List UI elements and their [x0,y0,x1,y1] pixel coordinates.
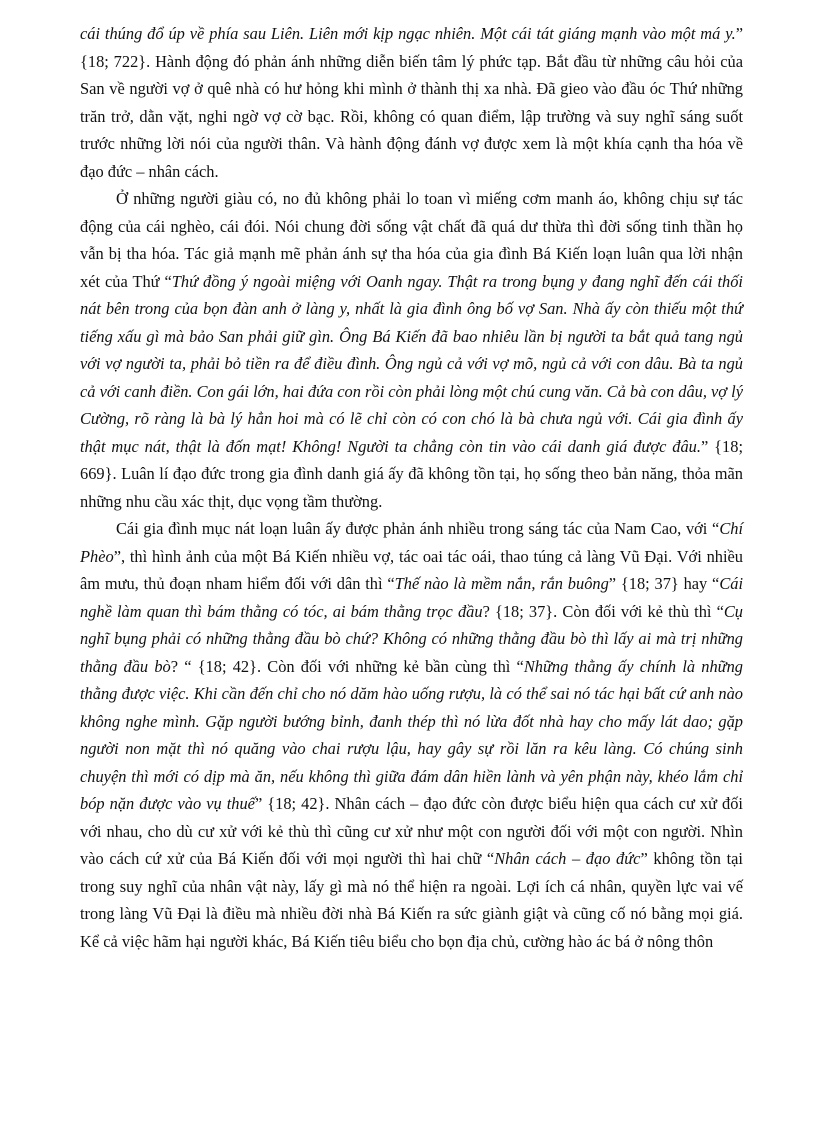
body-text: Cái gia đình mục nát loạn luân ấy được phản ánh nhiều trong sáng tác của Nam Cao, với “ [116,519,720,538]
quote-text: Cái nghề làm quan thì bám thằng có tóc, ai bám thằng trọc đầu [80,574,744,621]
paragraph-3 [80,515,743,955]
body-text: ” {18; 37} hay “ [608,574,720,593]
body-text: ? {18; 37}. Còn đối với kẻ thù thì “ [482,601,724,621]
quote-text: Nhân cách – đạo đức [494,849,641,868]
quote-text: Thứ đồng ý ngoài miệng với Oanh ngay. Thật ra trong bụng y đang nghĩ đến cái thối nát bên trong của bọn đàn anh ở làng y, nhất là gia đình ông bố vợ San. Nhà ấy còn thiếu một thứ tiếng xấu gì mà bảo San phải giữ gìn. Ông Bá Kiến đã bao nhiêu lần bị người ta bắt quả tang ngủ với vợ người ta, phải bỏ tiền ra để điều đình. Ông ngủ cả với vợ mõ, ngủ cả với con dâu. Bà ta ngủ cả với canh điền. Con gái lớn, hai đứa con rồi còn phải lòng một chú cung văn. Cả bà con dâu, vợ lý Cường, rõ ràng là bà lý hẳn hoi mà có lẽ chỉ còn có con chó là bà chưa ngủ với. Cái gia đình ấy thật mục nát, thật là đốn mạt! Không! Người ta chẳng còn tin vào cái danh giá được đâu. [80,271,743,456]
body-text: ” {18; 669}. Luân lí đạo đức trong gia đình danh giá ấy đã không tồn tại, họ sống theo bản năng, thỏa mãn những nhu cầu xác thịt, dục vọng tầm thường. [80,436,743,511]
body-text: ” {18; 42}. Nhân cách – đạo đức còn được biểu hiện qua cách cư xử đối với nhau, cho dù cư xử với kẻ thù thì cũng cư xử như một con người đối với một con người. Nhìn vào cách cứ xử của Bá Kiến đối với mọi người thì hai chữ “ [80,794,743,868]
body-text: ? “ {18; 42}. Còn đối với những kẻ bần cùng thì “ [170,656,524,676]
body-text: ”, thì hình ảnh của một Bá Kiến nhiều vợ, tác oai tác oái, thao túng cả làng Vũ Đại. Với nhiều âm mưu, thủ đoạn nham hiểm đối với dân thì “ [80,546,743,593]
body-text: Ở những người giàu có, no đủ không phải lo toan vì miếng cơm manh áo, không chịu sự tác động của cái nghèo, cái đói. Nói chung đời sống vật chất đã quá dư thừa thì đời sống tinh thần họ vẫn bị tha hóa. Tác giả mạnh mẽ phản ánh sự tha hóa của gia đình Bá Kiến loạn luân qua lời nhận xét của Thứ “ [80,189,743,291]
quote-text: Chí Phèo [80,519,743,566]
quote-text: Cụ nghĩ bụng phải có những thằng đầu bò chứ? Không có những thằng đầu bò thì lấy ai mà trị những thằng đầu bò [80,601,743,676]
body-text: ” {18; 722}. Hành động đó phản ánh những diễn biến tâm lý phức tạp. Bắt đầu từ những câu hỏi của San về người vợ ở quê nhà có hư hỏng khi mình ở thành thị xa nhà. Đã gieo vào đầu óc Thứ những trăn trở, dằn vặt, nghi ngờ vợ cờ bạc. Rồi, không có quan điểm, lập trường và suy nghĩ sáng suốt trước những lời nói của người thân. Và hành động đánh vợ được xem là một khía cạnh tha hóa về đạo đức – nhân cách. [80,24,743,181]
paragraph-1 [80,20,743,185]
quote-text: Những thằng ấy chính là những thằng được việc. Khi cần đến chỉ cho nó dăm hào uống rượu, là có thể sai nó tác hại bất cứ anh nào không nghe mình. Gặp người bướng bỉnh, đanh thép thì nó lừa đốt nhà hay cho mấy lát dao; gặp người non mặt thì nó quăng vào chai rượu lậu, hay gây sự rồi lăn ra kêu làng. Có chúng sinh chuyện thì mới có dịp mà ăn, nếu không thì giữa đám dân hiền lành và yên phận này, khéo lắm chỉ bóp nặn được vào vụ thuế [80,656,743,813]
document-page [80,20,743,955]
paragraph-2 [80,185,743,515]
body-text: ” không tồn tại trong suy nghĩ của nhân vật này, lấy gì mà nó thể hiện ra ngoài. Lợi ích cá nhân, quyền lực vai vế trong làng Vũ Đại là điều mà nhiều đời nhà Bá Kiến ra sức giành giật và cũng cố nó bằng mọi giá. Kể cả việc hãm hại người khác, Bá Kiến tiêu biểu cho bọn địa chủ, cường hào ác bá ở nông thôn [80,849,743,951]
quote-text: Thế nào là mềm nắn, rắn buông [394,574,609,593]
quote-text: cái thúng đổ úp về phía sau Liên. Liên mới kịp ngạc nhiên. Một cái tát giáng mạnh vào một má y. [80,24,736,43]
